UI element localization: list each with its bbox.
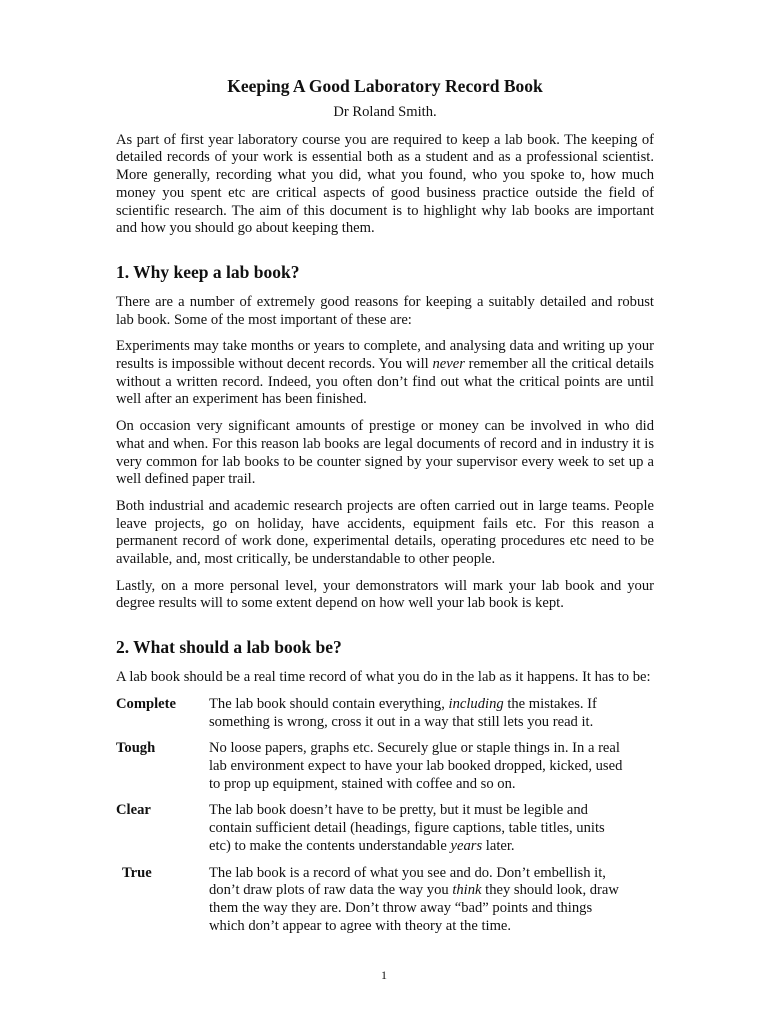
paragraph-text: remember all the critical details without a written record. Indeed, you often don’t find out what the critical points are until well after an experiment has been finished. (116, 356, 654, 408)
section-1-heading: 1. Why keep a lab book? (116, 261, 300, 282)
emphasis-text: think (452, 882, 482, 899)
intro-paragraph: As part of first year laboratory course you are required to keep a lab book. The keeping of detailed records of your work is essential both as a student and as a professional scientist. More generally, recording what you did, what you found, who you spoke to, how much money you spent etc are critical aspects of good business practice outside the field of scientific research. The aim of this document is to highlight why lab books are important and how you should go about keeping them. (116, 131, 654, 237)
definition-description (209, 802, 654, 855)
section-1-paragraph-2 (116, 338, 654, 409)
emphasis-text: including (448, 695, 504, 712)
definition-row-clear (116, 802, 654, 855)
document-author: Dr Roland Smith. (333, 104, 437, 120)
section-1-paragraph-4: Both industrial and academic research projects are often carried out in large teams. People leave projects, go on holiday, have accidents, equipment fails etc. For this reason a permanent record of work done, experimental details, operating procedures etc need to be available, and, most critically, be understandable to other people. (116, 497, 654, 568)
section-1-paragraph-1: There are a number of extremely good reasons for keeping a suitably detailed and robust lab book. Some of the most important of these are: (116, 293, 654, 328)
emphasis-text: never (432, 356, 465, 373)
description-text: The lab book is a record of what you see and do. Don’t embellish it, don’t draw plots of raw data the way you (209, 864, 606, 899)
section-2-heading: 2. What should a lab book be? (116, 637, 342, 658)
definition-description (209, 696, 654, 731)
definition-term: True (122, 864, 152, 881)
definition-description (209, 740, 654, 793)
definition-term: Complete (116, 695, 176, 712)
definition-term: Clear (116, 802, 151, 819)
definition-row-complete (116, 696, 654, 731)
description-text: later. (482, 837, 515, 854)
description-text: The lab book should contain everything, (209, 695, 449, 712)
definition-description (209, 865, 654, 936)
definition-row-tough (116, 740, 654, 793)
document-title: Keeping A Good Laboratory Record Book (227, 76, 543, 96)
section-1-paragraph-3: On occasion very significant amounts of prestige or money can be involved in who did what and when. For this reason lab books are legal documents of record and in industry it is very common for lab books to be counter signed by your supervisor every week to set up a well defined paper trail. (116, 418, 654, 488)
emphasis-text: years (450, 837, 483, 854)
description-text: the mistakes. If something is wrong, cross it out in a way that still lets you read it. (209, 695, 597, 730)
definition-term: Tough (116, 740, 156, 757)
section-1-paragraph-5: Lastly, on a more personal level, your demonstrators will mark your lab book and your degree results will to some extent depend on how well your lab book is kept. (116, 577, 654, 612)
paragraph-text: Experiments may take months or years to complete, and analysing data and writing up your results is impossible without decent records. You will (116, 338, 654, 373)
page-number: 1 (381, 968, 387, 982)
description-text: The lab book doesn’t have to be pretty, but it must be legible and contain sufficient detail (headings, figure captions, table titles, units etc) to make the contents understandable (209, 802, 605, 854)
document-page (116, 76, 654, 944)
section-2-intro: A lab book should be a real time record of what you do in the lab as it happens. It has to be: (116, 669, 651, 686)
description-text: No loose papers, graphs etc. Securely glue or staple things in. In a real lab environment expect to have your lab booked dropped, kicked, used to prop up equipment, stained with coffee and so on. (209, 740, 623, 792)
description-text: they should look, draw them the way they are. Don’t throw away “bad” points and things which don’t appear to agree with theory at the time. (209, 882, 619, 934)
definition-row-true (116, 865, 654, 936)
